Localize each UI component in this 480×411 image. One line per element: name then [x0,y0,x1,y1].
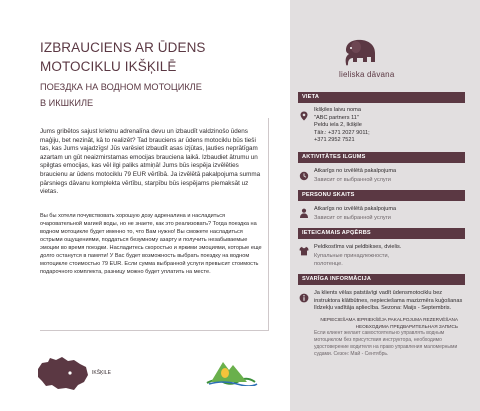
vertical-divider [268,118,269,330]
location-line: Peldu iela 2, Ikšķile [314,122,362,129]
location-pin-icon [299,108,309,118]
important-info-lv: Ja klients vēlas patstāvīgi vadīt ūdensmotociklu bez instruktora klātbūtnes, nepieciešama mazizmēra kuģošanas līdzekļu vadītāja apliecība. Sezona: Maijs - Septembris. [314,290,463,312]
section-duration-heading: AKTIVITĀTES ILGUMS [298,152,465,163]
section-persons-heading: PERSONU SKAITS [298,190,465,201]
description-ru: Вы бы хотели почувствовать хорошую дозу адреналина и насладиться очаровательной магией воды, но не знаете, как это реализовать? Тогда поездка на водном мотоцикле будет именно то, что Вам нужно! Вы сможете насладиться острыми ощущениями, поддаться безумному азарту и получить незабываемые эмоции во время поездки. Насладитесь скоростью и яркими эмоциями, которые еще долго останутся в памяти! У Вас будет возможность выбрать поездку на водном мотоцикле стоимостью 79 EUR. Если сумма выбранной услуги превысит стоимость подарочного комплекта, разницу можно будет уплатить на месте. [40,213,262,275]
shirt-icon [299,243,309,253]
clothing-lv: Peldkostīms vai peldbikses, dvielis. [314,244,402,250]
abc-partners-logo [203,356,259,391]
duration-ru: Зависит от выбранной услуги [314,177,391,183]
section-location-heading: VIETA [298,92,465,103]
title-line-1: IZBRAUCIENS AR ŪDENS [40,40,206,55]
section-important-heading: SVARĪGA INFORMĀCIJA [298,274,465,285]
duration-lv: Atkarīgs no izvēlētā pakalpojuma [314,168,397,174]
clothing-ru-line: Купальные принадлежности, [314,253,390,259]
page-title [40,38,280,76]
location-line: +371 2952 7521 [314,137,355,144]
persons-lv: Atkarīgs no izvēlētā pakalpojuma [314,206,397,212]
brand-name: lieliska dāvana [339,70,395,79]
location-line: Tālr.: +371 2027 9011; [314,129,370,136]
subtitle-line-2: В ИКШКИЛЕ [40,98,94,108]
horizontal-divider [40,330,269,331]
clock-icon [299,168,309,178]
location-details [314,107,464,145]
reservation-note-ru: НЕОБХОДИМА ПРЕДВАРИТЕЛЬНАЯ ЗАПИСЬ [355,324,458,329]
description-lv: Jums gribētos sajust krietnu adrenalīna devu un izbaudīt valdzinošo ūdens maģiju, bet nezināt, kā to realizēt? Tad brauciens ar ūdens motociklu būs tieši tas, kas Jums vajadzīgs! Jūs varēsiet izbaudīt asas izjūtas, ļauties neprātīgam azartam un gūt neaizmirstamas emocijas brauciena laikā. Izbaudiet ātrumu un spilgtas emocijas, kas vēl ilgi paliks atmiņā! Jums būs iespēja izvēlēties braucienu ar ūdens motociklu 79 EUR vērtībā. Ja izvēlētā pakalpojuma summa pārsniegs dāvanu komplekta vērtību, starpību būs iespējams piemaksāt uz vietas. [40,128,261,196]
page-subtitle [40,79,280,111]
subtitle-line-1: ПОЕЗДКА НА ВОДНОМ МОТОЦИКЛЕ [40,82,202,92]
important-info-ru: Если клиент желает самостоятельно управлять водным мотоциклом без присутствия инструктора, необходимо удостоверение водителя на право управления маломерными судами. Сезон: Май - Сентябрь. [314,330,458,357]
clothing-ru-line: полотенце. [314,260,343,267]
latvia-map-icon [36,355,90,398]
persons-ru: Зависит от выбранной услуги [314,215,391,221]
person-icon [299,205,309,215]
map-location-label: IKŠĶILE [92,370,111,376]
section-clothing-heading: IETEICAMAIS APĢĒRBS [298,228,465,239]
location-line: "ABC partners 11" [314,114,359,121]
clothing-ru [314,253,464,268]
title-line-2: MOTOCIKLU IKŠĶILĒ [40,59,177,74]
location-line: Ikšķiles laivu noma [314,107,361,113]
info-icon [299,290,309,300]
reservation-note-lv: NEPIECIEŠAMA IEPRIEKŠĒJA PAKALPOJUMA REZERVĒŠANA [320,317,458,322]
